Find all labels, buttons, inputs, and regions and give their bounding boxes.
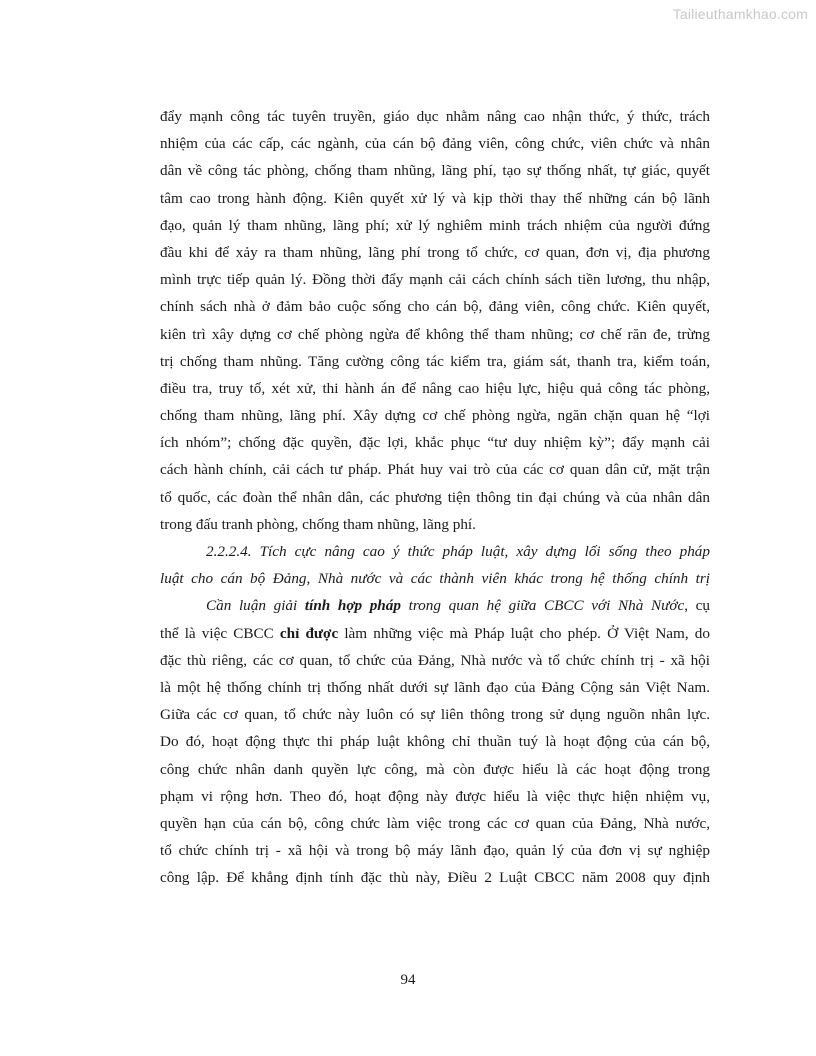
paragraph-anti-corruption	[160, 103, 710, 538]
paragraph-legality	[160, 592, 710, 891]
paragraph-line: quyền hạn của cán bộ, công chức làm việc trong các cơ quan của Đảng, Nhà nước,	[160, 814, 710, 832]
paragraph-line: ích nhóm”; chống đặc quyền, đặc lợi, khắc phục “tư duy nhiệm kỳ”; đẩy mạnh cải	[160, 434, 710, 452]
paragraph-line: Giữa các cơ quan, tổ chức này luôn có sự liên thông trong sử dụng nguồn nhân lực.	[160, 706, 710, 724]
paragraph-line	[160, 620, 710, 647]
paragraph-line: chống tham nhũng, lãng phí. Xây dựng cơ chế phòng ngừa, ngăn chặn quan hệ “lợi	[160, 407, 710, 425]
paragraph-line: chính sách nhà ở đảm bảo cuộc sống cho cán bộ, đảng viên, công chức. Kiên quyết,	[160, 298, 710, 316]
paragraph-line: là một hệ thống chính trị thống nhất dưới sự lãnh đạo của Đảng Cộng sản Việt Nam.	[160, 678, 710, 696]
heading-line: 2.2.2.4. Tích cực nâng cao ý thức pháp luật, xây dựng lối sống theo pháp	[206, 543, 710, 560]
emphasis-legality: tính hợp pháp	[304, 597, 401, 615]
paragraph-line: nhiệm của các cấp, các ngành, của cán bộ đảng viên, công chức, viên chức và nhân	[160, 135, 710, 153]
intro-italic-text-2: trong quan hệ giữa CBCC với Nhà Nước	[400, 597, 685, 615]
paragraph-line: tổ quốc, các đoàn thể nhân dân, các phương tiện thông tin đại chúng và của nhân dân	[160, 488, 710, 506]
paragraph-line: tâm cao trong hành động. Kiên quyết xử lý và kịp thời thay thế những cán bộ lãnh	[160, 189, 710, 207]
section-heading-2-2-2-4	[160, 538, 710, 592]
line-text: thể là việc CBCC	[160, 624, 280, 642]
paragraph-line: đạo, quản lý tham nhũng, lãng phí; xử lý nghiêm minh trách nhiệm của người đứng	[160, 216, 710, 234]
page-number: 94	[400, 972, 416, 988]
paragraph-line: kiên trì xây dựng cơ chế phòng ngừa để không thể tham nhũng; cơ chế răn đe, trừng	[160, 325, 710, 343]
line-text-2: làm những việc mà Pháp luật cho phép. Ở Việt Nam, do	[338, 624, 710, 642]
paragraph-line	[160, 592, 710, 619]
watermark-text: Tailieuthamkhao.com	[672, 6, 808, 22]
intro-tail-text: , cụ	[684, 597, 710, 615]
paragraph-line: công lập. Để khẳng định tính đặc thù này, Điều 2 Luật CBCC năm 2008 quy định	[160, 869, 710, 887]
paragraph-line: tổ chức chính trị - xã hội và trong bộ máy lãnh đạo, quản lý của đơn vị sự nghiệp	[160, 842, 710, 860]
paragraph-line: đầu khi để xảy ra tham nhũng, lãng phí trong tổ chức, cơ quan, đơn vị, địa phương	[160, 243, 710, 261]
paragraph-line: mình trực tiếp quản lý. Đồng thời đẩy mạnh cải cách chính sách tiền lương, thu nhập,	[160, 271, 710, 289]
paragraph-line: Do đó, hoạt động thực thi pháp luật không chỉ thuần tuý là hoạt động của cán bộ,	[160, 733, 710, 751]
paragraph-line: phạm vi rộng hơn. Theo đó, hoạt động này được hiểu là việc thực hiện nhiệm vụ,	[160, 787, 710, 805]
paragraph-line: cách hành chính, cải cách tư pháp. Phát huy vai trò của các cơ quan dân cử, mặt trận	[160, 461, 710, 479]
emphasis-only-allowed: chỉ được	[279, 624, 339, 642]
paragraph-line: trị chống tham nhũng. Tăng cường công tác kiểm tra, giám sát, thanh tra, kiểm toán,	[160, 352, 710, 370]
paragraph-line: dân về công tác phòng, chống tham nhũng, lãng phí, tạo sự thống nhất, tự giác, quyết	[160, 162, 710, 180]
heading-line: luật cho cán bộ Đảng, Nhà nước và các thành viên khác trong hệ thống chính trị	[160, 570, 710, 588]
paragraph-line: đẩy mạnh công tác tuyên truyền, giáo dục nhằm nâng cao nhận thức, ý thức, trách	[160, 108, 710, 125]
paragraph-line: công chức nhân danh quyền lực công, mà còn được hiểu là các hoạt động trong	[160, 760, 710, 778]
paragraph-line: đặc thù riêng, các cơ quan, tổ chức của Đảng, Nhà nước và tổ chức chính trị - xã hội	[160, 651, 710, 669]
paragraph-line: trong đấu tranh phòng, chống tham nhũng, lãng phí.	[160, 515, 476, 533]
intro-italic-text: Cần luận giải	[206, 597, 305, 615]
paragraph-line: điều tra, truy tố, xét xử, thi hành án để nâng cao hiệu lực, hiệu quả công tác phòng,	[160, 379, 710, 397]
page-body	[160, 103, 710, 891]
paragraph-lines	[160, 647, 710, 892]
